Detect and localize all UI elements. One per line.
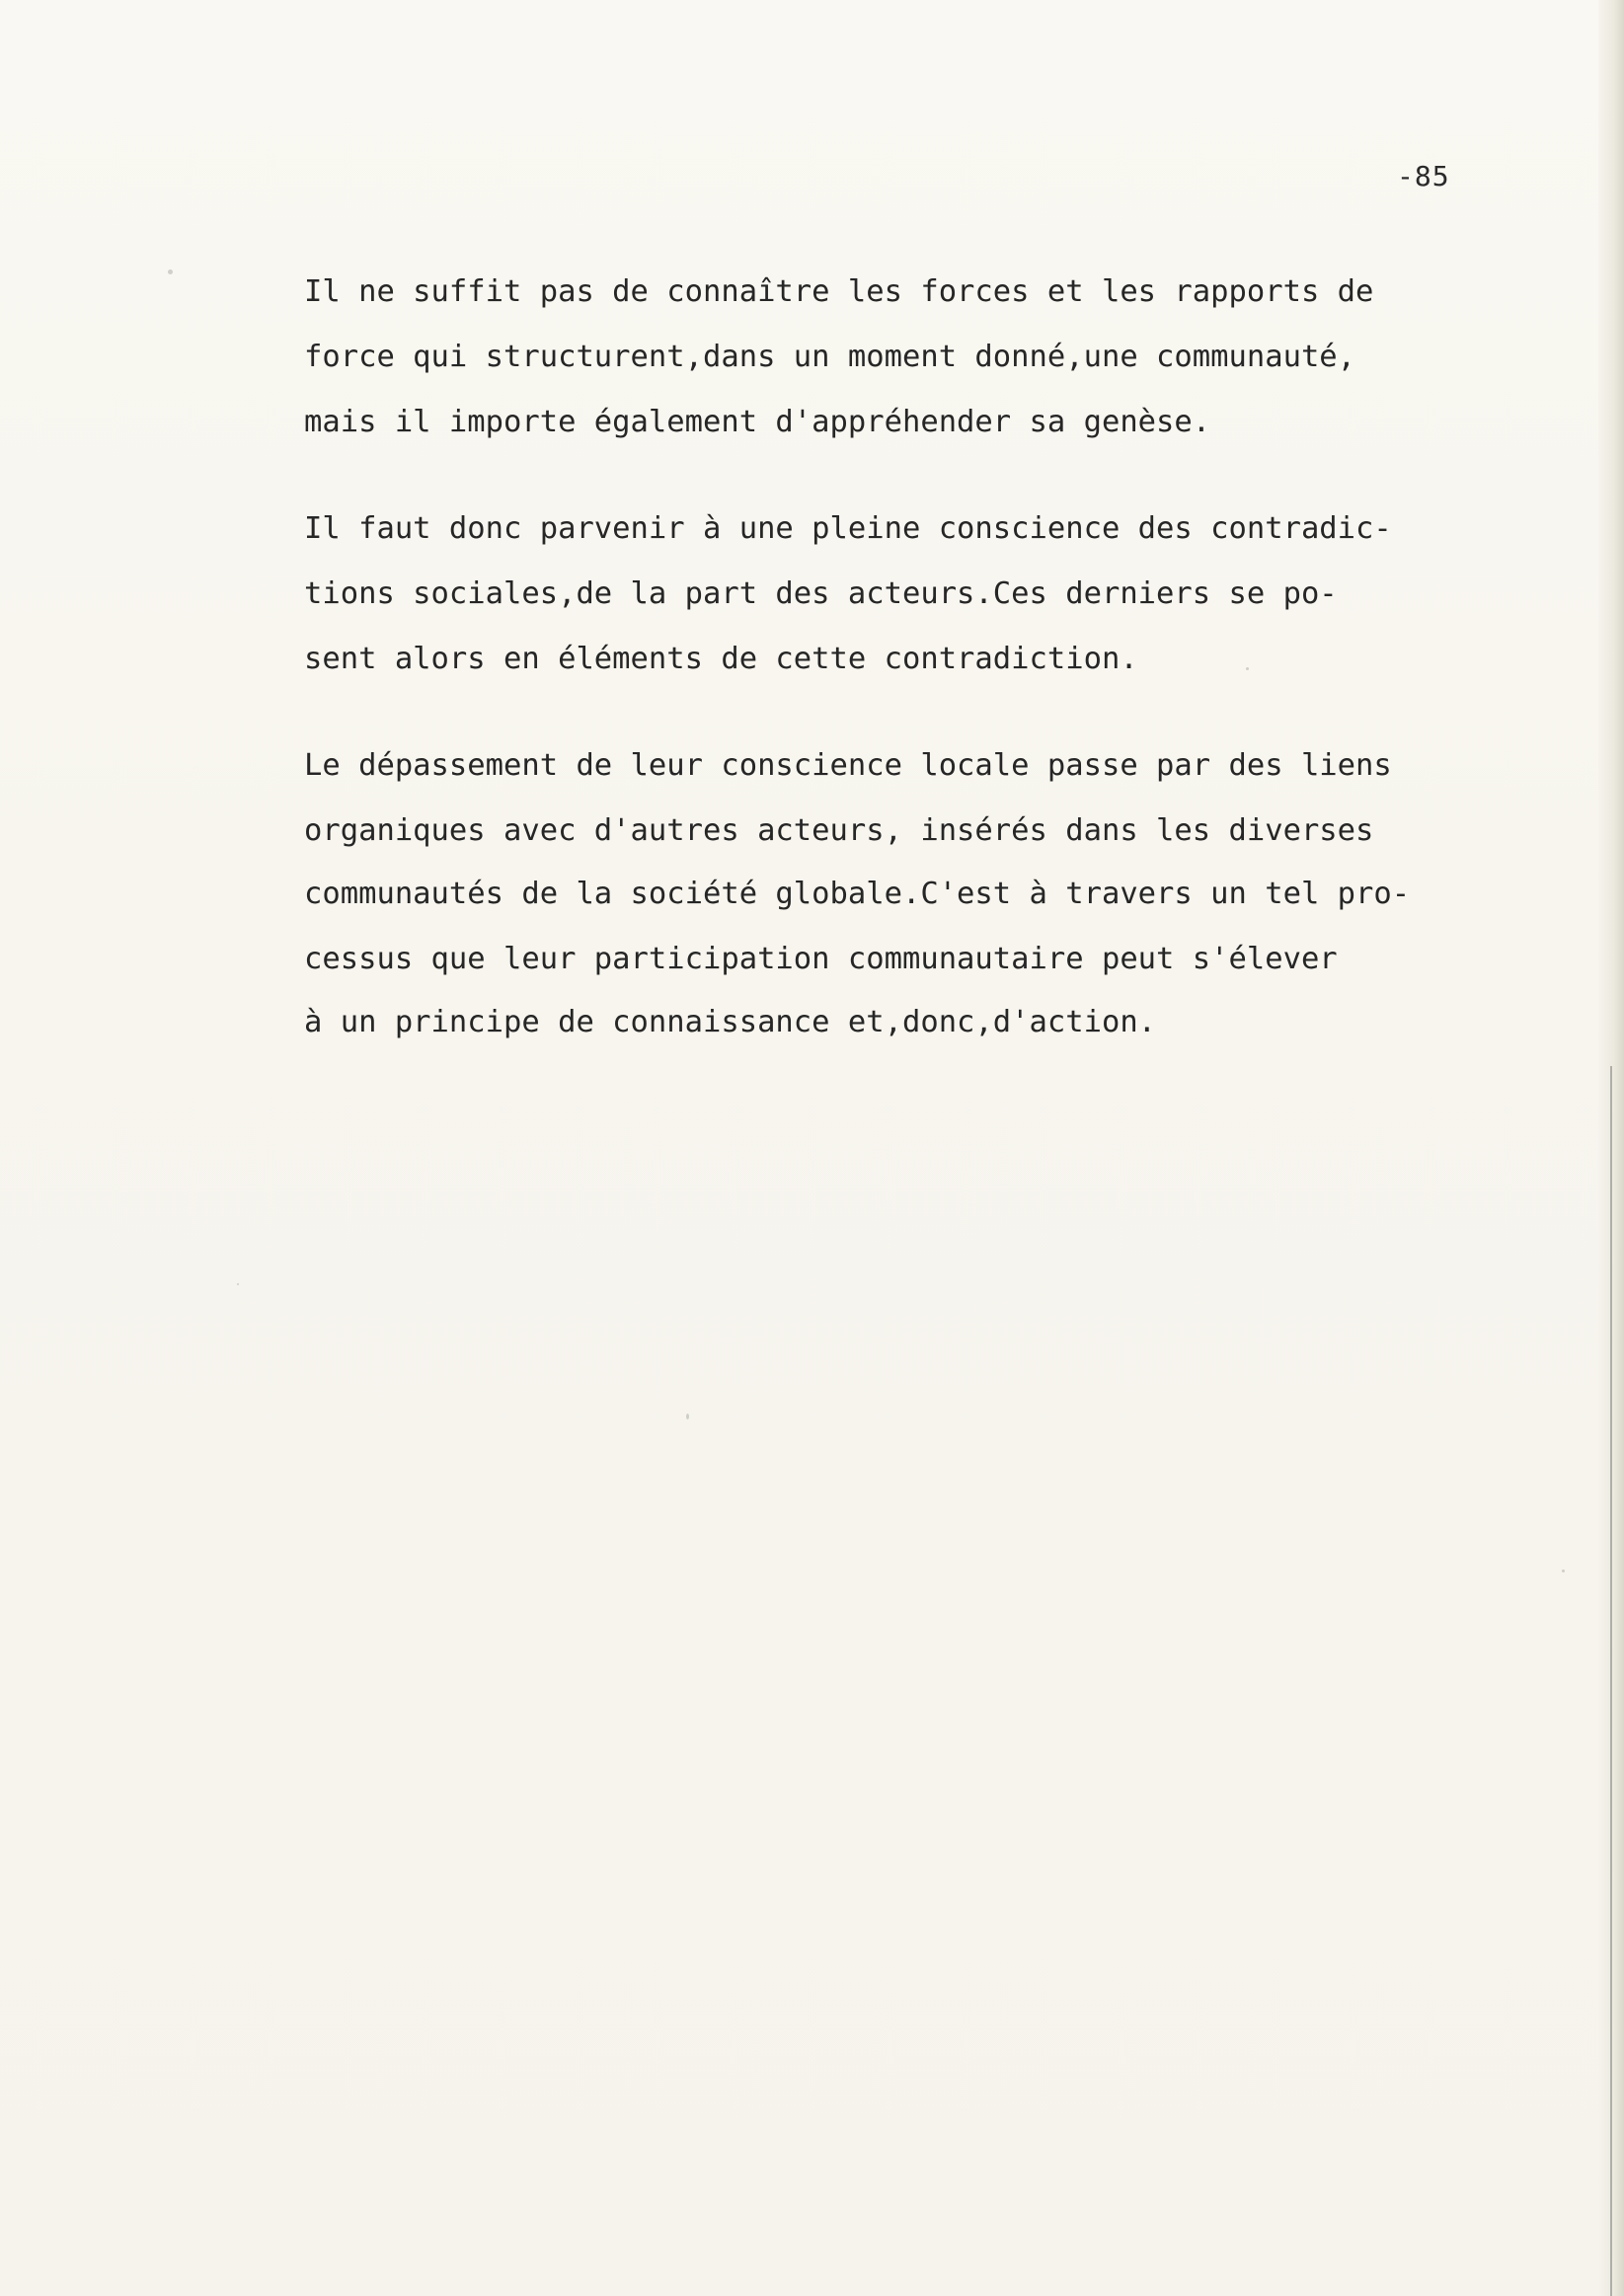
paper-speck: [237, 1283, 239, 1285]
text-line: Il faut donc parvenir à une pleine conscience des contradic-: [304, 511, 1392, 546]
text-line: organiques avec d'autres acteurs, insérés dans les diverses: [304, 813, 1374, 848]
paragraph-3: [304, 746, 1489, 1039]
text-line: force qui structurent,dans un moment donné,une communauté,: [304, 340, 1356, 374]
page-number: -85: [1397, 160, 1450, 192]
text-line: Le dépassement de leur conscience locale passe par des liens: [304, 748, 1392, 783]
paper-speck: [168, 269, 173, 274]
text-line: communautés de la société globale.C'est à travers un tel pro-: [304, 877, 1411, 911]
paper-speck: [1562, 1569, 1565, 1572]
paper-speck: [1246, 667, 1249, 670]
text-line: mais il importe également d'appréhender sa genèse.: [304, 405, 1211, 439]
text-line: Il ne suffit pas de connaître les forces et les rapports de: [304, 274, 1374, 309]
text-line: sent alors en éléments de cette contradiction.: [304, 642, 1138, 676]
paragraph-1: [304, 272, 1489, 445]
text-line: à un principe de connaissance et,donc,d'action.: [304, 1005, 1157, 1039]
page-edge: [1598, 0, 1624, 2296]
paper-speck: [686, 1414, 689, 1419]
paragraph-2: [304, 509, 1489, 682]
text-line: tions sociales,de la part des acteurs.Ces derniers se po-: [304, 576, 1338, 611]
text-line: cessus que leur participation communautaire peut s'élever: [304, 942, 1338, 976]
